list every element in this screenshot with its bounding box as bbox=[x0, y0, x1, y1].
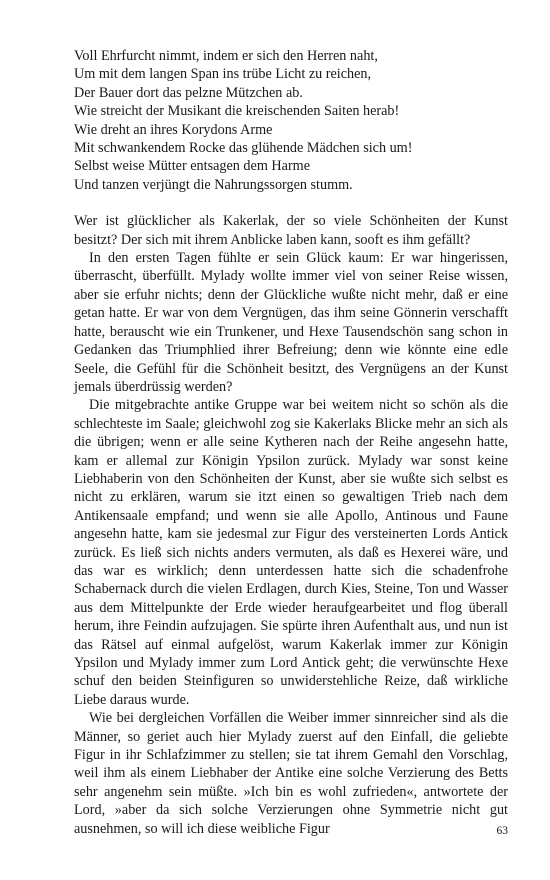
verse-line: Der Bauer dort das pelzne Mützchen ab. bbox=[74, 84, 303, 101]
verse-line: Um mit dem langen Span ins trübe Licht zu reichen, bbox=[74, 66, 372, 83]
paragraph: Wie bei dergleichen Vorfällen die Weiber immer sinnreicher sind als die Männer, so geriet auch hier Mylady zuerst auf den Einfall, die geliebte Figur in ihr Schlafzimmer zu stellen; sie tat ihrem Gemahl den Vorschlag, weil ihm als einem Liebhaber der Antike eine solche Verzierung des Betts sehr angenehm sein müßte. »Ich bin es wohl zufrieden«, antwortete der Lord, »aber da sich solche Verzierungen ohne Symmetrie nicht gut ausnehmen, so will ich diese weibliche Figur bbox=[74, 710, 508, 837]
verse-stanza bbox=[74, 47, 508, 194]
page-number: 63 bbox=[496, 825, 508, 837]
prose-body bbox=[74, 212, 508, 838]
paragraph: Die mitgebrachte antike Gruppe war bei weitem nicht so schön als die schlechteste im Saale; gleichwohl zog sie Kakerlaks Blicke mehr an sich als die übrigen; wenn er alle seine Kytheren nach der Reihe angesehn hatte, kam er allemal zur Königin Ypsilon zurück. Mylady war sonst keine Liebhaberin von den Schönheiten der Kunst, aber sie wußte sich selbst es nicht zu erklären, warum sie itzt einen so gewaltigen Trieb nach dem Antikensaale empfand; und wenn sie alle Apollo, Antinous und Faune angesehn hatte, kam sie jedesmal zur Figur des versteinerten Lords Antick zurück. Es ließ sich nichts anders vermuten, als daß es Hexerei wäre, und das war es wirklich; denn unterdessen hatte sich die schadenfrohe Schabernack durch die vielen Erdlagen, durch Kies, Steine, Ton und Wasser aus dem Mittelpunkte der Erde wieder heraufgearbeitet und flog überall herum, ihre Feindin aufzujagen. Sie spürte ihren Aufenthalt aus, und nun ist das Rätsel auf einmal aufgelöst, warum Kakerlak immer zur Königin Ypsilon und Mylady immer zum Lord Antick geht; die verwünschte Hexe schuf den beiden Steinfiguren so unwiderstehliche Reize, daß wirkliche Liebe daraus wurde. bbox=[74, 397, 508, 708]
verse-line: Voll Ehrfurcht nimmt, indem er sich den Herren naht, bbox=[74, 48, 378, 64]
verse-line: Selbst weise Mütter entsagen dem Harme bbox=[74, 158, 310, 175]
verse-line: Wie streicht der Musikant die kreischenden Saiten herab! bbox=[74, 103, 400, 120]
paragraph: Wer ist glücklicher als Kakerlak, der so viele Schönheiten der Kunst besitzt? Der sich mit ihrem Anblicke laben kann, sooft es ihm gefällt? bbox=[74, 213, 508, 248]
paragraph: In den ersten Tagen fühlte er sein Glück kaum: Er war hingerissen, überrascht, überfüllt. Mylady wollte immer viel von seiner Reise wissen, aber sie erfuhr nichts; denn der Glückliche wußte nicht mehr, daß er eine getan hatte. Er war von dem Vergnügen, das ihm seine Gönnerin verschafft hatte, berauscht wie ein Trunkener, und Hexe Tausendschön sang schon in Gedanken das Triumphlied ihrer Befreiung; denn wie könnte eine edle Seele, die Gefühl für die Schönheit besitzt, des Vergnügens an der Kunst jemals überdrüssig werden? bbox=[74, 250, 508, 395]
book-page bbox=[74, 47, 508, 838]
verse-line: Mit schwankendem Rocke das glühende Mädchen sich um! bbox=[74, 140, 413, 157]
verse-line: Und tanzen verjüngt die Nahrungssorgen stumm. bbox=[74, 176, 353, 193]
verse-line: Wie dreht an ihres Korydons Arme bbox=[74, 121, 273, 138]
